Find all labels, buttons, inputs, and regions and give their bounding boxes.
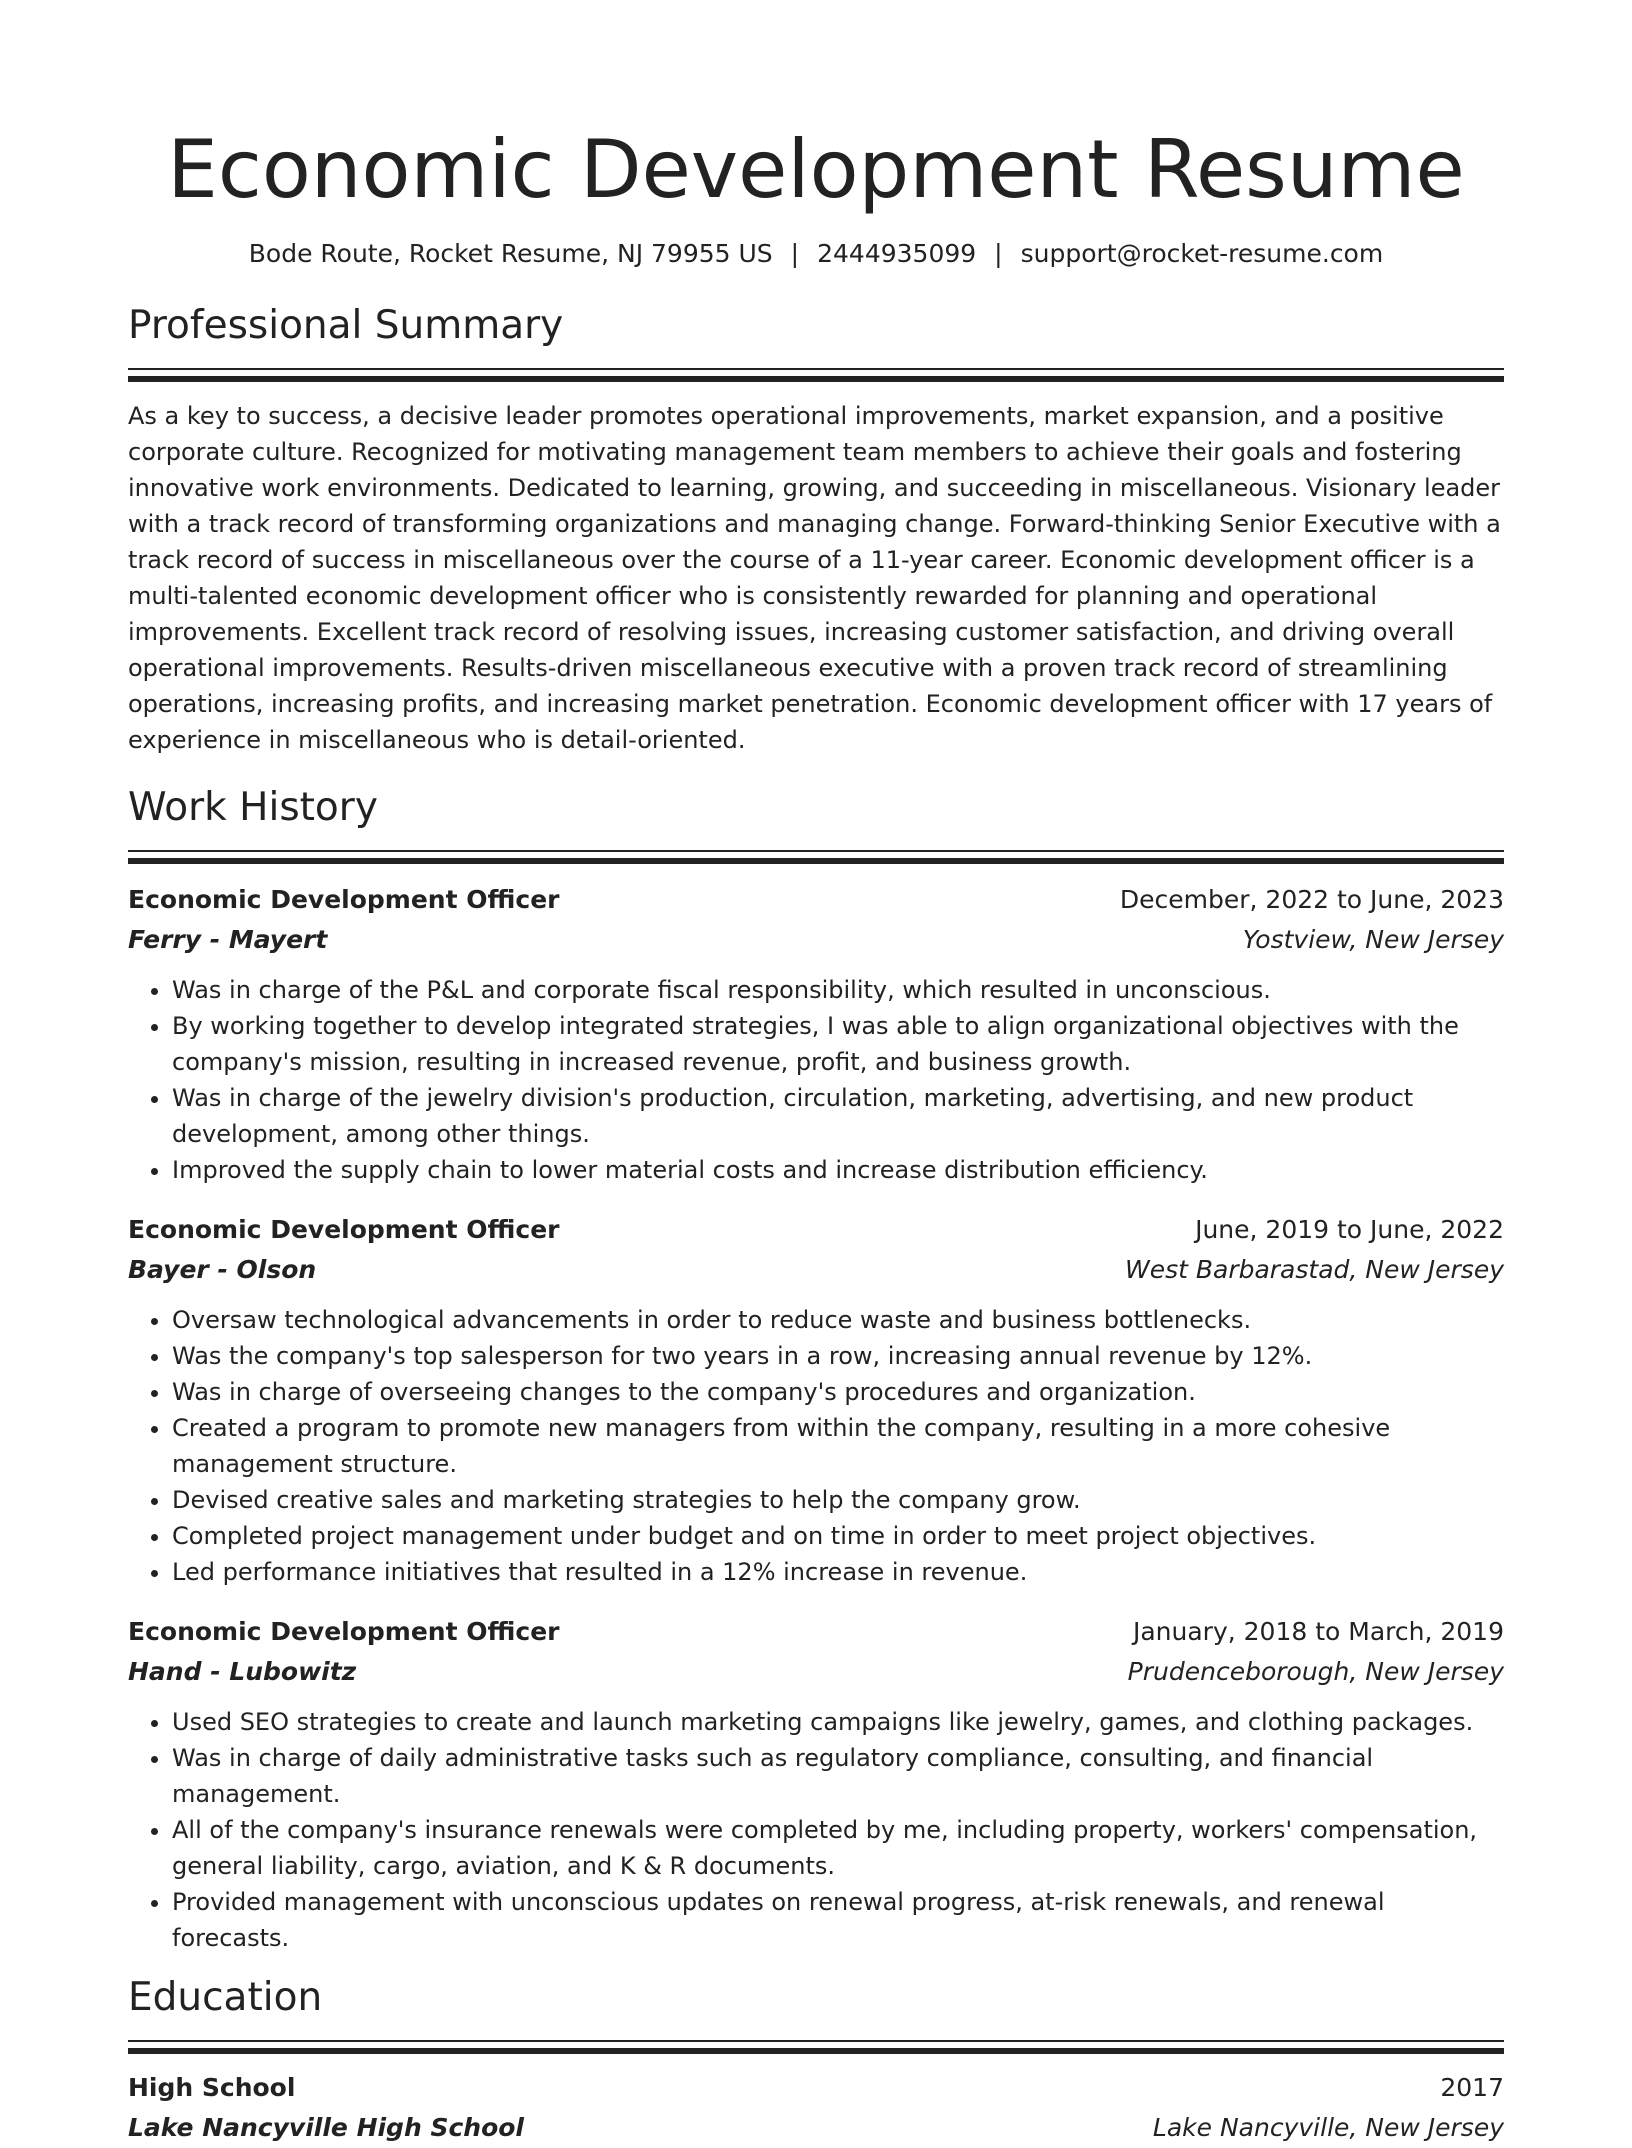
resume-page xyxy=(128,0,1504,2148)
work-history-section xyxy=(128,780,1504,1956)
job-bullet: • Led performance initiatives that resulted in a 12% increase in revenue. xyxy=(172,1554,1504,1590)
contact-email: support@rocket-resume.com xyxy=(1020,239,1384,268)
education-heading: Education xyxy=(128,1975,323,2020)
job-header-row xyxy=(128,1612,1504,1652)
contact-line xyxy=(128,236,1504,272)
job-bullets xyxy=(128,972,1504,1188)
job-title: Economic Development Officer xyxy=(128,885,560,914)
education-year: 2017 xyxy=(1440,2073,1504,2102)
job-header-row xyxy=(128,880,1504,920)
work-history-heading: Work History xyxy=(128,785,378,830)
job-bullet: • Improved the supply chain to lower material costs and increase distribution efficiency. xyxy=(172,1152,1504,1188)
job-sub-row xyxy=(128,1250,1504,1290)
job-location: Yostview, New Jersey xyxy=(1242,925,1504,954)
job-bullet: • Provided management with unconscious updates on renewal progress, at-risk renewals, and renewal forecasts. xyxy=(172,1884,1504,1956)
job-title: Economic Development Officer xyxy=(128,1617,560,1646)
job-bullet: • By working together to develop integrated strategies, I was able to align organizational objectives with the company's mission, resulting in increased revenue, profit, and business growth. xyxy=(172,1008,1504,1080)
summary-heading: Professional Summary xyxy=(128,303,564,348)
job-bullet: • Was the company's top salesperson for two years in a row, increasing annual revenue by 12%. xyxy=(172,1338,1504,1374)
job-dates: June, 2019 to June, 2022 xyxy=(1195,1215,1504,1244)
job-company: Ferry - Mayert xyxy=(128,925,328,954)
summary-section xyxy=(128,298,1504,758)
education-sub-row xyxy=(128,2108,1504,2148)
education-school: Lake Nancyville High School xyxy=(128,2113,524,2142)
job-bullet: • Oversaw technological advancements in order to reduce waste and business bottlenecks. xyxy=(172,1302,1504,1338)
job-bullet: • Devised creative sales and marketing strategies to help the company grow. xyxy=(172,1482,1504,1518)
section-rule xyxy=(128,368,1504,370)
education-header-row xyxy=(128,2068,1504,2108)
job-dates: December, 2022 to June, 2023 xyxy=(1119,885,1504,914)
section-rule-thick xyxy=(128,858,1504,864)
education-degree: High School xyxy=(128,2073,296,2102)
contact-phone: 2444935099 xyxy=(817,239,977,268)
job-bullet: • Created a program to promote new managers from within the company, resulting in a more cohesive management structure. xyxy=(172,1410,1504,1482)
summary-text: As a key to success, a decisive leader promotes operational improvements, market expansion, and a positive corporate culture. Recognized for motivating management team members to achieve their goals and fostering innovative work environments. Dedicated to learning, growing, and succeeding in miscellaneous. Visionary leader with a track record of transforming organizations and managing change. Forward-thinking Senior Executive with a track record of success in miscellaneous over the course of a 11-year career. Economic development officer is a multi-talented economic development officer who is consistently rewarded for planning and operational improvements. Excellent track record of resolving issues, increasing customer satisfaction, and driving overall operational improvements. Results-driven miscellaneous executive with a proven track record of streamlining operations, increasing profits, and increasing market penetration. Economic development officer with 17 years of experience in miscellaneous who is detail-oriented. xyxy=(128,402,1501,754)
job-bullet: • Was in charge of daily administrative tasks such as regulatory compliance, consulting, and financial management. xyxy=(172,1740,1504,1812)
contact-address: Bode Route, Rocket Resume, NJ 79955 US xyxy=(248,239,773,268)
job-bullet: • Completed project management under budget and on time in order to meet project objectives. xyxy=(172,1518,1504,1554)
job-bullet: • Was in charge of overseeing changes to the company's procedures and organization. xyxy=(172,1374,1504,1410)
job-location: Prudenceborough, New Jersey xyxy=(1127,1657,1504,1686)
job-sub-row xyxy=(128,1652,1504,1692)
job-bullet: • Used SEO strategies to create and launch marketing campaigns like jewelry, games, and clothing packages. xyxy=(172,1704,1504,1740)
section-rule-thick xyxy=(128,2048,1504,2054)
job-company: Hand - Lubowitz xyxy=(128,1657,357,1686)
section-rule-thick xyxy=(128,376,1504,382)
job-entry xyxy=(128,1210,1504,1590)
section-rule xyxy=(128,850,1504,852)
section-rule xyxy=(128,2040,1504,2042)
job-bullet: • All of the company's insurance renewals were completed by me, including property, workers' compensation, general liability, cargo, aviation, and K & R documents. xyxy=(172,1812,1504,1884)
job-title: Economic Development Officer xyxy=(128,1215,560,1244)
education-entry xyxy=(128,2068,1504,2148)
job-location: West Barbarastad, New Jersey xyxy=(1124,1255,1504,1284)
contact-separator: | xyxy=(994,239,1003,268)
resume-title: Economic Development Resume xyxy=(167,123,1465,216)
job-bullet: • Was in charge of the jewelry division's production, circulation, marketing, advertising, and new product development, among other things. xyxy=(172,1080,1504,1152)
job-sub-row xyxy=(128,920,1504,960)
job-entry xyxy=(128,880,1504,1188)
job-dates: January, 2018 to March, 2019 xyxy=(1132,1617,1504,1646)
job-entry xyxy=(128,1612,1504,1956)
contact-separator: | xyxy=(790,239,800,268)
job-bullets xyxy=(128,1704,1504,1956)
job-company: Bayer - Olson xyxy=(128,1255,317,1284)
job-bullets xyxy=(128,1302,1504,1590)
job-bullet: • Was in charge of the P&L and corporate fiscal responsibility, which resulted in unconscious. xyxy=(172,972,1504,1008)
education-section xyxy=(128,1970,1504,2148)
education-location: Lake Nancyville, New Jersey xyxy=(1152,2113,1504,2142)
job-header-row xyxy=(128,1210,1504,1250)
